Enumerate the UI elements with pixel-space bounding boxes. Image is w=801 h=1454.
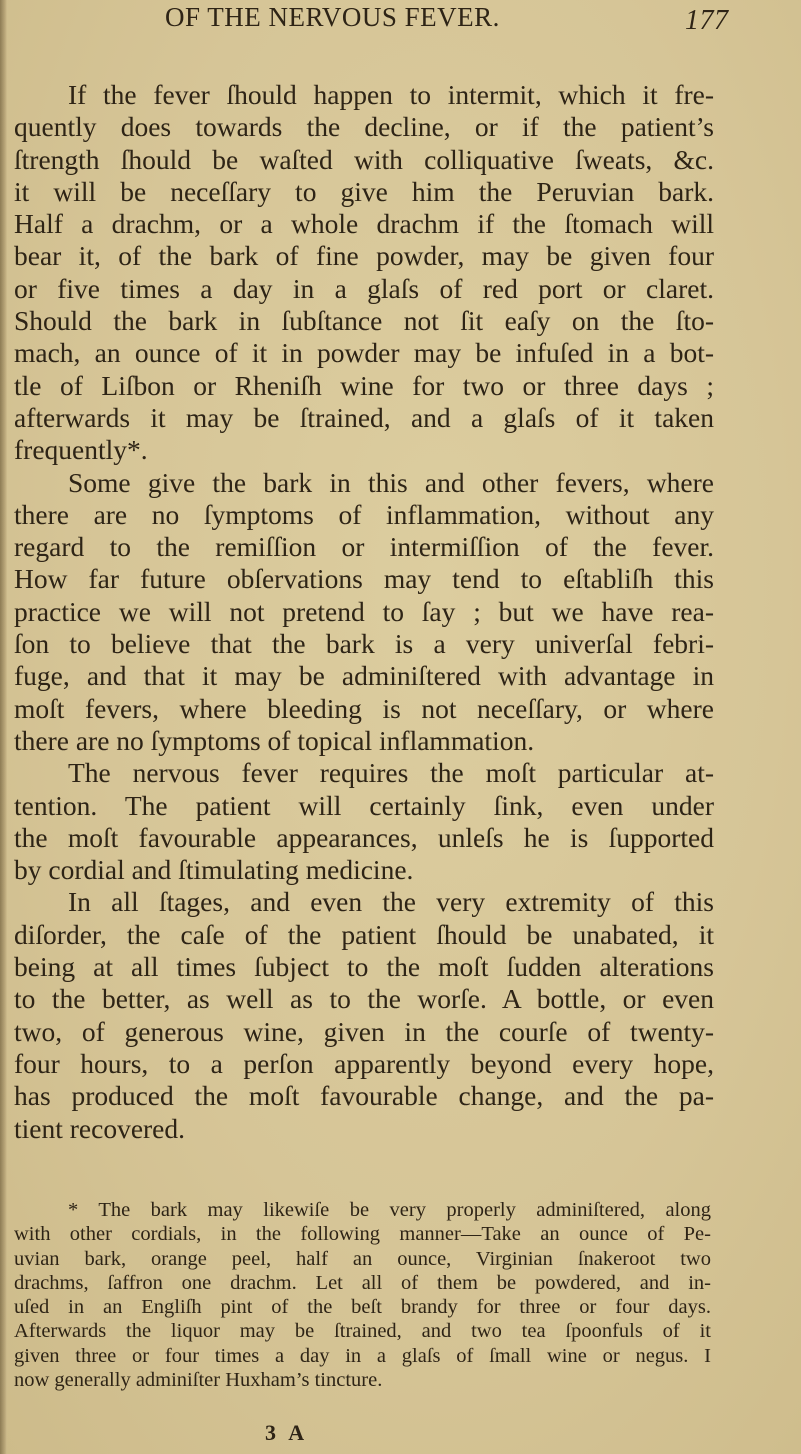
text-line: drachms, ſaffron one drachm. Let all of them be powdered, and in- bbox=[14, 1271, 711, 1294]
text-line: If the fever ſhould happen to intermit, which it fre- bbox=[68, 79, 714, 110]
text-line: Half a drachm, or a whole drachm if the ſtomach will bbox=[14, 208, 714, 240]
text-line: afterwards it may be ſtrained, and a glaſs of it taken bbox=[14, 401, 714, 433]
text-line: quently does towards the decline, or if the patient’s bbox=[14, 111, 714, 143]
text-line: tle of Liſbon or Rheniſh wine for two or three days ; bbox=[14, 369, 714, 401]
text-line: diſorder, the caſe of the patient ſhould be unabated, it bbox=[14, 918, 714, 950]
text-line: four hours, to a perſon apparently beyond every hope, bbox=[14, 1047, 714, 1079]
text-line: mach, an ounce of it in powder may be infuſed in a bot- bbox=[14, 337, 714, 369]
text-line: Afterwards the liquor may be ſtrained, and two tea ſpoonfuls of it bbox=[14, 1320, 711, 1343]
text-line: regard to the remiſſion or intermiſſion of the fever. bbox=[14, 531, 714, 563]
text-line: fuge, and that it may be adminiſtered with advantage in bbox=[14, 660, 714, 692]
text-line: with other cordials, in the following manner—Take an ounce of Pe- bbox=[14, 1223, 711, 1246]
text-line: given three or four times a day in a glaſs of ſmall wine or negus. I bbox=[14, 1344, 711, 1367]
text-line: by cordial and ſtimulating medicine. bbox=[14, 854, 414, 886]
text-line: it will be neceſſary to give him the Peruvian bark. bbox=[14, 175, 714, 207]
text-line: there are no ſymptoms of topical inflammation. bbox=[14, 724, 535, 756]
text-line: In all ſtages, and even the very extremity of this bbox=[68, 886, 714, 918]
text-line: practice we will not pretend to ſay ; but we have rea- bbox=[14, 595, 714, 627]
text-line: Some give the bark in this and other fevers, where bbox=[68, 466, 714, 498]
text-line: moſt fevers, where bleeding is not neceſſary, or where bbox=[14, 692, 714, 724]
main-text-block bbox=[14, 79, 714, 1145]
text-line: tient recovered. bbox=[14, 1112, 186, 1144]
footnote-block bbox=[14, 1198, 711, 1392]
running-head bbox=[165, 2, 729, 42]
text-line: uvian bark, orange peel, half an ounce, Virginian ſnakeroot two bbox=[14, 1247, 711, 1270]
signature-mark: 3 A bbox=[265, 1420, 309, 1445]
text-line: tention. The patient will certainly ſink, even under bbox=[14, 789, 714, 821]
text-line: being at all times ſubject to the moſt ſudden alterations bbox=[14, 951, 714, 983]
text-line: ſon to believe that the bark is a very univerſal febri- bbox=[14, 628, 714, 660]
page-number: 177 bbox=[685, 5, 729, 36]
text-line: bear it, of the bark of fine powder, may be given four bbox=[14, 240, 714, 272]
text-line: or five times a day in a glaſs of red port or claret. bbox=[14, 272, 714, 304]
text-line: to the better, as well as to the worſe. A bottle, or even bbox=[14, 983, 714, 1015]
text-line: has produced the moſt favourable change, and the pa- bbox=[14, 1080, 714, 1112]
text-line: the moſt favourable appearances, unleſs he is ſupported bbox=[14, 821, 714, 853]
text-line: ſtrength ſhould be waſted with colliquative ſweats, &c. bbox=[14, 143, 714, 175]
page-gutter-edge bbox=[0, 0, 7, 1454]
text-line: frequently*. bbox=[14, 434, 148, 466]
text-line: How far future obſervations may tend to eſtabliſh this bbox=[14, 563, 714, 595]
text-line: there are no ſymptoms of inflammation, without any bbox=[14, 498, 714, 530]
chapter-title: OF THE NERVOUS FEVER. bbox=[165, 2, 500, 32]
text-line: uſed in an Engliſh pint of the beſt brandy for three or four days. bbox=[14, 1296, 711, 1319]
text-line: * The bark may likewiſe be very properly adminiſtered, along bbox=[68, 1199, 711, 1221]
text-line: now generally adminiſter Huxham’s tincture. bbox=[14, 1369, 383, 1392]
text-line: Should the bark in ſubſtance not ſit eaſy on the ſto- bbox=[14, 305, 714, 337]
text-line: two, of generous wine, given in the courſe of twenty- bbox=[14, 1015, 714, 1047]
text-line: The nervous fever requires the moſt particular at- bbox=[68, 757, 714, 789]
